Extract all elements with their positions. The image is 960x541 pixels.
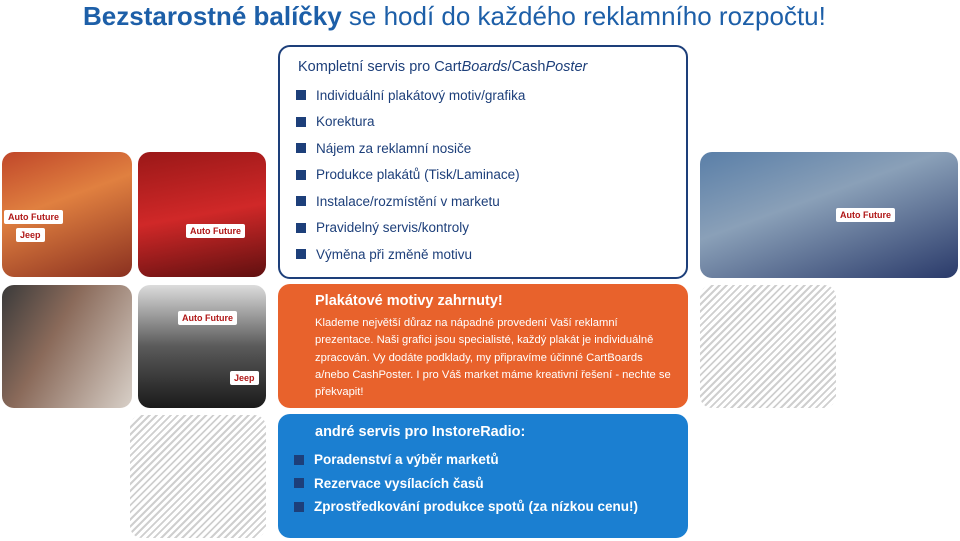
poster-motifs-title: Plakátové motivy zahrnuty! (315, 293, 503, 309)
photo-brand-label: Jeep (16, 228, 45, 242)
square-bullet-icon (294, 502, 304, 512)
instore-radio-list (294, 448, 688, 519)
photo-man-shopping-carts (700, 152, 958, 278)
service-panel (278, 45, 688, 279)
headline-rest: se hodí do každého reklamního rozpočtu! (341, 1, 826, 31)
photo-hand-cart-poster (2, 152, 132, 277)
square-bullet-icon (294, 478, 304, 488)
photo-woman-office (2, 285, 132, 408)
page-headline (83, 0, 826, 32)
list-item: Individuální plakátový motiv/grafika (296, 82, 686, 109)
square-bullet-icon (296, 196, 306, 206)
service-list (296, 82, 686, 268)
list-item: Instalace/rozmístění v marketu (296, 188, 686, 215)
service-panel-title: Kompletní servis pro CartBoards/CashPoster (298, 59, 588, 75)
square-bullet-icon (296, 223, 306, 233)
photo-brand-label: Jeep (230, 371, 259, 385)
list-item: Nájem za reklamní nosiče (296, 135, 686, 162)
photo-brand-label: Auto Future (178, 311, 237, 325)
headline-bold: Bezstarostné balíčky (83, 1, 342, 31)
list-item: Produkce plakátů (Tisk/Laminace) (296, 162, 686, 189)
list-item: Korektura (296, 109, 686, 136)
placeholder-hatched (700, 285, 836, 408)
square-bullet-icon (296, 143, 306, 153)
square-bullet-icon (296, 117, 306, 127)
photo-brand-label: Auto Future (4, 210, 63, 224)
list-item: Poradenství a výběr marketů (294, 448, 688, 472)
poster-motifs-panel (278, 284, 688, 408)
list-item: Zprostředkování produkce spotů (za nízkou cenu!) (294, 495, 688, 519)
instore-radio-panel (278, 414, 688, 538)
photo-printed-posters (138, 152, 266, 277)
square-bullet-icon (296, 249, 306, 259)
poster-motifs-text: Klademe největší důraz na nápadné provedení Vaší reklamní prezentace. Naši grafici jsou specialisté, každý plakát je individuálně zpracován. Vy dodáte podklady, my připravíme účinné CartBoards a/nebo CashPoster. I pro Váš market máme kreativní řešení - nechte se překvapit! (315, 317, 671, 399)
square-bullet-icon (296, 170, 306, 180)
list-item: Rezervace vysílacích časů (294, 472, 688, 496)
photo-cart-board-cars (138, 285, 266, 408)
square-bullet-icon (296, 90, 306, 100)
list-item: Pravidelný servis/kontroly (296, 215, 686, 242)
placeholder-hatched (130, 415, 266, 538)
square-bullet-icon (294, 455, 304, 465)
photo-brand-label: Auto Future (836, 208, 895, 222)
list-item: Výměna při změně motivu (296, 241, 686, 268)
photo-brand-label: Auto Future (186, 224, 245, 238)
instore-radio-title: andré servis pro InstoreRadio: (315, 424, 526, 440)
